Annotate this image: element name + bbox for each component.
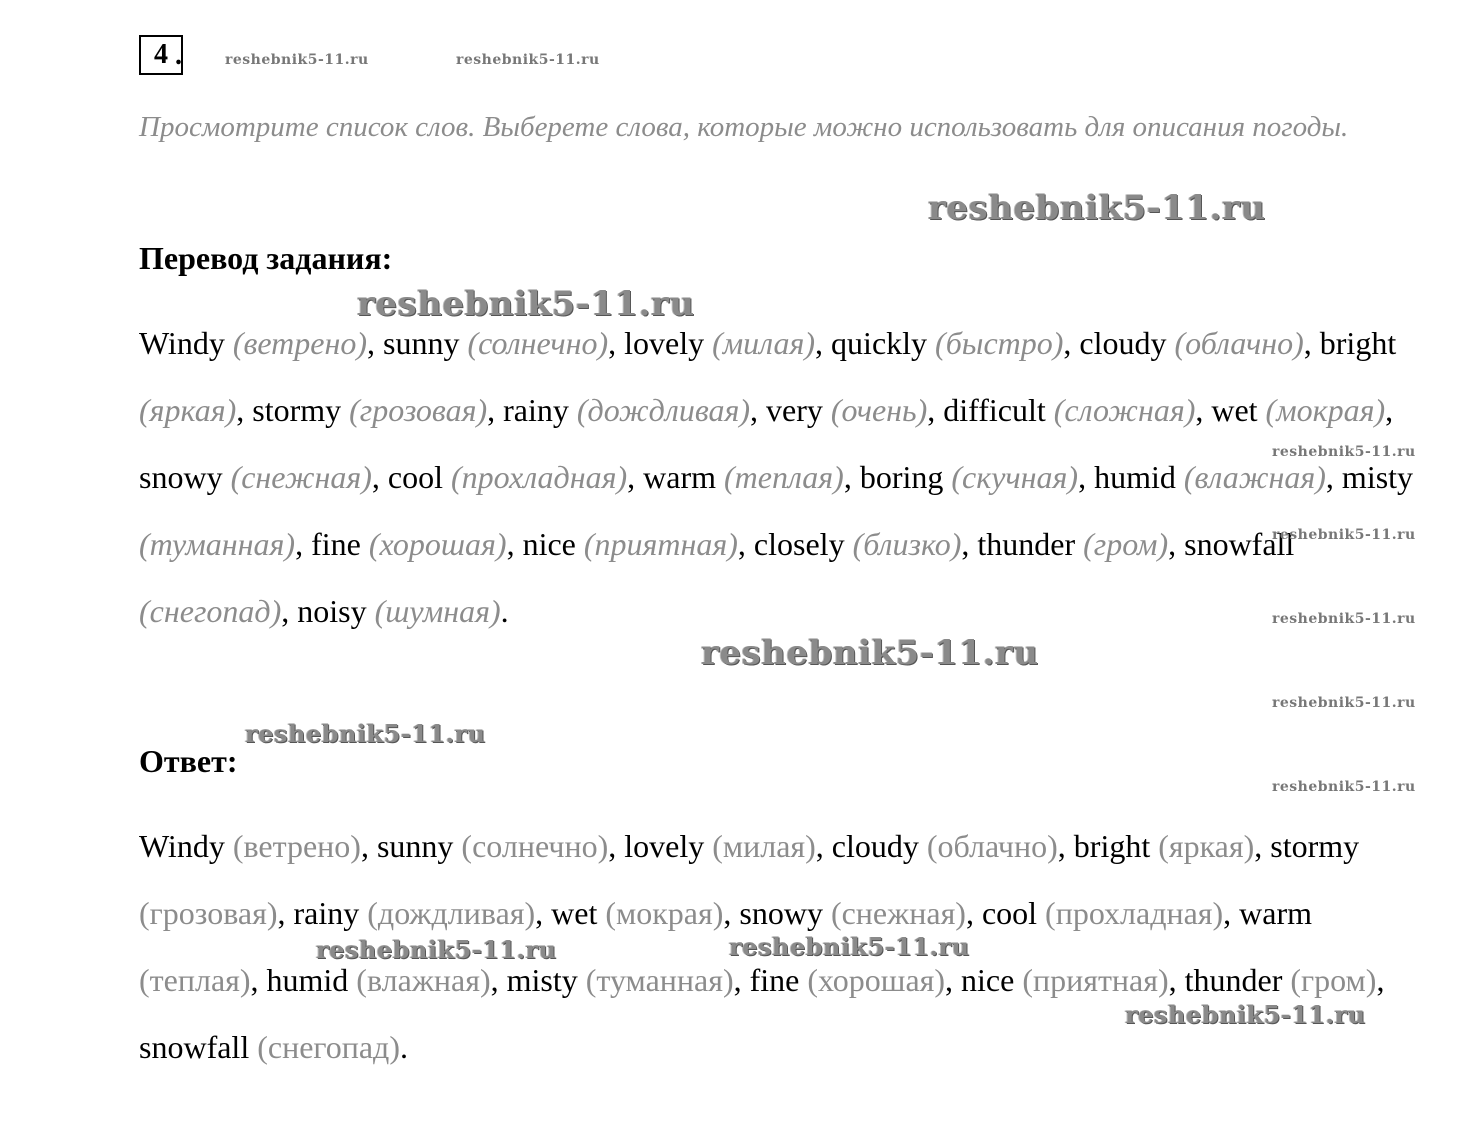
word-translation: (скучная)	[951, 459, 1079, 495]
word: closely	[753, 526, 845, 562]
word-translation: (туманная)	[139, 526, 296, 562]
word: wet	[1211, 392, 1258, 428]
word-translation: (шумная)	[374, 593, 501, 629]
word: snowy	[139, 459, 223, 495]
word: nice	[522, 526, 576, 562]
task-number-dot: .	[175, 40, 182, 71]
translation-heading: Перевод задания:	[139, 240, 393, 276]
word-translation: (ветрено)	[232, 325, 367, 361]
word: difficult	[943, 392, 1046, 428]
watermark: reshebnik5-11.ru	[245, 719, 486, 748]
watermark: reshebnik5-11.ru	[357, 284, 695, 324]
word-translation: (влажная)	[1183, 459, 1326, 495]
word: Windy	[139, 828, 225, 864]
word-translation: (гром)	[1290, 962, 1377, 998]
answer-paragraph: Windy (ветрено), sunny (солнечно), lovely (милая), cloudy (облачно), bright (яркая), stormy (грозовая), rainy (дождливая), wet (мокрая), snowy (снежная), cool (прохладная), warm (теплая), humid (влажная), misty (туманная), fine (хорошая), nice (приятная), thunder (гром), snowfall (снегопад).	[139, 828, 1385, 1065]
task-instruction: Просмотрите список слов. Выберете слова, которые можно использовать для описания погоды.	[139, 111, 1349, 143]
word: humid	[1094, 459, 1176, 495]
word-translation: (теплая)	[723, 459, 844, 495]
word-translation: (влажная)	[356, 962, 491, 998]
watermark: reshebnik5-11.ru	[316, 935, 557, 964]
word-translation: (грозовая)	[139, 895, 278, 931]
word-translation: (снежная)	[830, 895, 966, 931]
word: warm	[1239, 895, 1313, 931]
watermark: reshebnik5-11.ru	[1272, 611, 1416, 627]
word-translation: (туманная)	[585, 962, 734, 998]
word-translation: (очень)	[830, 392, 928, 428]
word: boring	[859, 459, 944, 495]
word-translation: (дождливая)	[367, 895, 536, 931]
word: fine	[749, 962, 800, 998]
word: bright	[1319, 325, 1397, 361]
word-translation: (мокрая)	[1265, 392, 1386, 428]
word: snowfall	[139, 1029, 250, 1065]
word: very	[766, 392, 823, 428]
word: snowfall	[1184, 526, 1295, 562]
translation-paragraph: Windy (ветрено), sunny (солнечно), lovely (милая), quickly (быстро), cloudy (облачно), bright (яркая), stormy (грозовая), rainy (дождливая), very (очень), difficult (сложная), wet (мокрая), snowy (снежная), cool (прохладная), warm (теплая), boring (скучная), humid (влажная), misty (туманная), fine (хорошая), nice (приятная), closely (близко), thunder (гром), snowfall (снегопад), noisy (шумная).	[139, 325, 1414, 629]
word: cloudy	[831, 828, 919, 864]
word: nice	[961, 962, 1015, 998]
word-translation: (гром)	[1083, 526, 1169, 562]
word-translation: (близко)	[852, 526, 962, 562]
word-translation: (снегопад)	[139, 593, 282, 629]
word-translation: (теплая)	[139, 962, 251, 998]
word-translation: (сложная)	[1053, 392, 1196, 428]
word: stormy	[1270, 828, 1360, 864]
word-translation: (приятная)	[583, 526, 738, 562]
word: rainy	[503, 392, 569, 428]
watermark: reshebnik5-11.ru	[729, 932, 970, 961]
task-number: 4	[139, 35, 183, 75]
word-translation: (милая)	[712, 828, 816, 864]
word-translation: (яркая)	[139, 392, 237, 428]
word: lovely	[624, 325, 705, 361]
word: noisy	[297, 593, 367, 629]
word: wet	[551, 895, 598, 931]
word: misty	[1341, 459, 1414, 495]
word-translation: (облачно)	[926, 828, 1058, 864]
word: quickly	[831, 325, 928, 361]
watermark: reshebnik5-11.ru	[701, 633, 1039, 673]
word: warm	[643, 459, 716, 495]
word: humid	[266, 962, 349, 998]
word: rainy	[293, 895, 360, 931]
watermark: reshebnik5-11.ru	[1272, 444, 1416, 460]
watermark: reshebnik5-11.ru	[1272, 527, 1416, 543]
word: sunny	[382, 325, 460, 361]
watermark: reshebnik5-11.ru	[1125, 1000, 1366, 1029]
word: snowy	[739, 895, 823, 931]
word-translation: (солнечно)	[461, 828, 609, 864]
word: sunny	[376, 828, 454, 864]
word-translation: (прохладная)	[450, 459, 628, 495]
word: stormy	[252, 392, 342, 428]
word: Windy	[139, 325, 225, 361]
watermark: reshebnik5-11.ru	[1272, 779, 1416, 795]
word: cool	[981, 895, 1038, 931]
word: fine	[311, 526, 361, 562]
watermark: reshebnik5-11.ru	[456, 52, 600, 68]
word-translation: (дождливая)	[576, 392, 751, 428]
word-translation: (хорошая)	[807, 962, 946, 998]
word-translation: (мокрая)	[605, 895, 724, 931]
word-translation: (быстро)	[935, 325, 1064, 361]
word: thunder	[1184, 962, 1283, 998]
word-translation: (яркая)	[1158, 828, 1255, 864]
watermark: reshebnik5-11.ru	[1272, 695, 1416, 711]
word-translation: (приятная)	[1022, 962, 1169, 998]
answer-heading: Ответ:	[139, 743, 238, 779]
word: lovely	[624, 828, 705, 864]
word-translation: (хорошая)	[368, 526, 507, 562]
word: bright	[1073, 828, 1151, 864]
word: misty	[506, 962, 578, 998]
word-translation: (облачно)	[1174, 325, 1304, 361]
word-translation: (милая)	[712, 325, 816, 361]
word: cool	[387, 459, 443, 495]
word: cloudy	[1079, 325, 1167, 361]
watermark: reshebnik5-11.ru	[225, 52, 369, 68]
word: thunder	[977, 526, 1076, 562]
word-translation: (ветрено)	[232, 828, 361, 864]
word-translation: (грозовая)	[349, 392, 488, 428]
watermark: reshebnik5-11.ru	[928, 188, 1266, 228]
word-translation: (солнечно)	[467, 325, 609, 361]
word-translation: (прохладная)	[1045, 895, 1224, 931]
word-translation: (снежная)	[230, 459, 372, 495]
word-translation: (снегопад)	[257, 1029, 400, 1065]
